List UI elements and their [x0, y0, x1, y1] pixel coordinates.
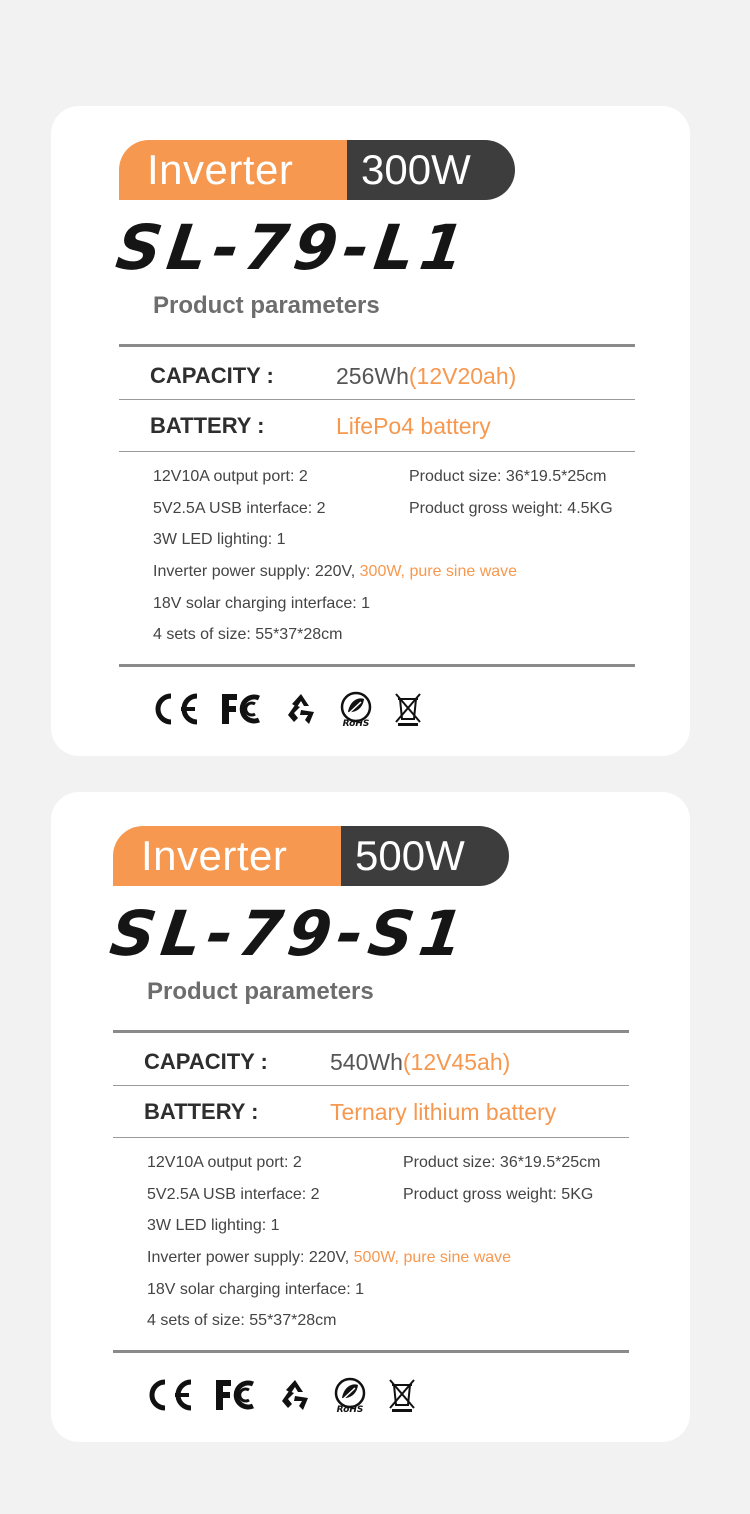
divider-specs: [113, 1137, 629, 1138]
fcc-mark-icon: [213, 1378, 259, 1412]
divider-mid: [119, 399, 635, 400]
fcc-mark-icon: [219, 692, 265, 726]
rohs-icon: [331, 1376, 369, 1414]
battery-key: BATTERY :: [150, 413, 265, 438]
certification-marks: [151, 690, 441, 728]
product-card-sl-79-s1: [51, 792, 690, 1442]
spec-gross-weight: Product gross weight: 4.5KG: [409, 500, 613, 517]
capacity-value: [330, 1049, 510, 1076]
battery-key: BATTERY :: [144, 1099, 259, 1124]
divider-bottom: [113, 1350, 629, 1353]
section-subtitle: Product parameters: [147, 978, 374, 1005]
spec-gross-weight: Product gross weight: 5KG: [403, 1186, 594, 1203]
divider-top: [119, 344, 635, 347]
spec-sets-size: 4 sets of size: 55*37*28cm: [153, 626, 343, 643]
battery-row: [144, 1092, 624, 1132]
product-card-sl-79-l1: [51, 106, 690, 756]
capacity-detail: (12V45ah): [402, 1048, 511, 1075]
weee-bin-icon: [393, 691, 423, 727]
model-number: SL-79-S1: [105, 897, 474, 970]
spec-inverter: [147, 1249, 511, 1267]
spec-usb: 5V2.5A USB interface: 2: [153, 500, 326, 517]
spec-inverter-prefix: Inverter power supply: 220V,: [147, 1249, 354, 1266]
spec-inverter: [153, 563, 517, 581]
badge-power: 300W: [347, 140, 515, 200]
spec-product-size: Product size: 36*19.5*25cm: [409, 468, 607, 485]
divider-bottom: [119, 664, 635, 667]
divider-specs: [119, 451, 635, 452]
badge-label: Inverter: [119, 140, 347, 200]
section-subtitle: Product parameters: [153, 292, 380, 319]
capacity-row: [144, 1042, 624, 1082]
ce-mark-icon: [145, 1378, 195, 1412]
capacity-row: [150, 356, 630, 396]
rohs-text: RoHS: [342, 719, 370, 728]
capacity-key: CAPACITY :: [144, 1049, 268, 1074]
capacity-wh: 540Wh: [330, 1048, 403, 1075]
spec-usb: 5V2.5A USB interface: 2: [147, 1186, 320, 1203]
spec-sets-size: 4 sets of size: 55*37*28cm: [147, 1312, 337, 1329]
rohs-text: RoHS: [336, 1405, 364, 1414]
inverter-power-badge: [119, 140, 515, 200]
spec-solar: 18V solar charging interface: 1: [147, 1281, 365, 1298]
capacity-key: CAPACITY :: [150, 363, 274, 388]
capacity-wh: 256Wh: [336, 362, 409, 389]
spec-inverter-prefix: Inverter power supply: 220V,: [153, 563, 360, 580]
spec-output-port: 12V10A output port: 2: [153, 468, 308, 485]
divider-mid: [113, 1085, 629, 1086]
badge-label: Inverter: [113, 826, 341, 886]
spec-inverter-accent: 300W, pure sine wave: [359, 563, 518, 580]
capacity-value: [336, 363, 516, 390]
divider-top: [113, 1030, 629, 1033]
spec-product-size: Product size: 36*19.5*25cm: [403, 1154, 601, 1171]
capacity-detail: (12V20ah): [408, 362, 517, 389]
battery-value: LifePo4 battery: [336, 412, 491, 439]
spec-inverter-accent: 500W, pure sine wave: [353, 1249, 512, 1266]
spec-output-port: 12V10A output port: 2: [147, 1154, 302, 1171]
model-number: SL-79-L1: [111, 211, 475, 284]
inverter-power-badge: [113, 826, 509, 886]
spec-led: 3W LED lighting: 1: [147, 1217, 280, 1234]
battery-row: [150, 406, 630, 446]
rohs-icon: [337, 690, 375, 728]
recycle-icon: [283, 691, 319, 727]
certification-marks: [145, 1376, 435, 1414]
weee-bin-icon: [387, 1377, 417, 1413]
recycle-icon: [277, 1377, 313, 1413]
badge-power: 500W: [341, 826, 509, 886]
spec-solar: 18V solar charging interface: 1: [153, 595, 371, 612]
spec-led: 3W LED lighting: 1: [153, 531, 286, 548]
battery-value: Ternary lithium battery: [330, 1098, 557, 1125]
ce-mark-icon: [151, 692, 201, 726]
